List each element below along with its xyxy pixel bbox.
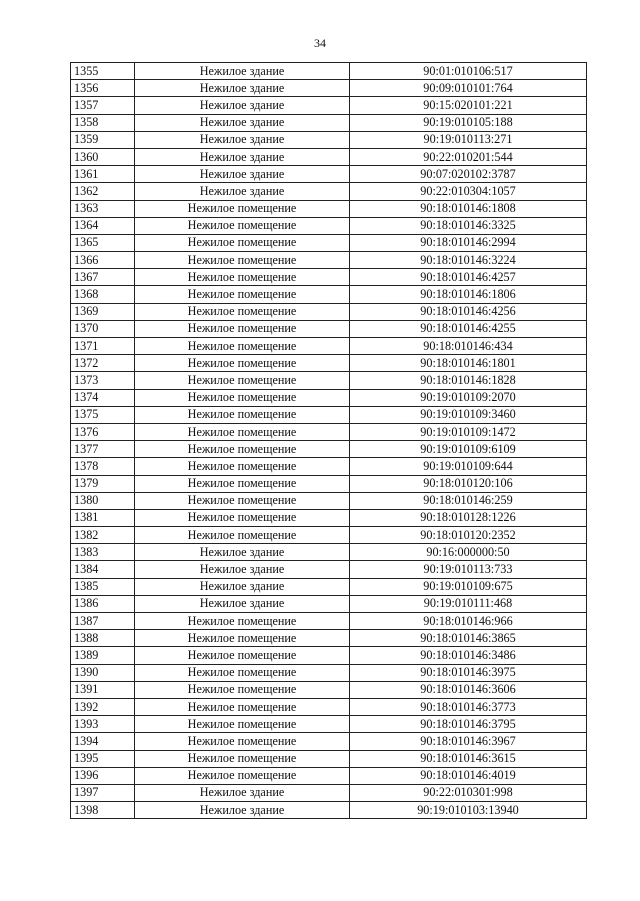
- table-row: [71, 389, 587, 406]
- row-number-cell: 1396: [71, 767, 135, 784]
- cadastral-number-cell: 90:18:010146:4019: [350, 767, 587, 784]
- table-row: [71, 166, 587, 183]
- row-number-cell: 1387: [71, 613, 135, 630]
- object-type-cell: Нежилое помещение: [135, 767, 350, 784]
- cadastral-number-cell: 90:18:010120:2352: [350, 527, 587, 544]
- row-number-cell: 1390: [71, 664, 135, 681]
- object-type-cell: Нежилое помещение: [135, 200, 350, 217]
- row-number-cell: 1373: [71, 372, 135, 389]
- row-number-cell: 1385: [71, 578, 135, 595]
- object-type-cell: Нежилое помещение: [135, 320, 350, 337]
- table-row: [71, 252, 587, 269]
- cadastral-number-cell: 90:18:010146:3975: [350, 664, 587, 681]
- row-number-cell: 1356: [71, 80, 135, 97]
- object-type-cell: Нежилое здание: [135, 80, 350, 97]
- cadastral-number-cell: 90:18:010146:434: [350, 338, 587, 355]
- table-row: [71, 80, 587, 97]
- object-type-cell: Нежилое здание: [135, 183, 350, 200]
- cadastral-number-cell: 90:16:000000:50: [350, 544, 587, 561]
- table-row: [71, 406, 587, 423]
- table-row: [71, 423, 587, 440]
- row-number-cell: 1398: [71, 802, 135, 819]
- cadastral-number-cell: 90:19:010109:3460: [350, 406, 587, 423]
- row-number-cell: 1380: [71, 492, 135, 509]
- cadastral-number-cell: 90:18:010128:1226: [350, 509, 587, 526]
- table-row: [71, 664, 587, 681]
- cadastral-number-cell: 90:18:010146:3615: [350, 750, 587, 767]
- table-row: [71, 372, 587, 389]
- object-type-cell: Нежилое помещение: [135, 492, 350, 509]
- row-number-cell: 1397: [71, 784, 135, 801]
- table-row: [71, 97, 587, 114]
- row-number-cell: 1370: [71, 320, 135, 337]
- table-row: [71, 269, 587, 286]
- object-type-cell: Нежилое помещение: [135, 355, 350, 372]
- cadastral-number-cell: 90:09:010101:764: [350, 80, 587, 97]
- cadastral-number-cell: 90:18:010146:2994: [350, 234, 587, 251]
- cadastral-number-cell: 90:18:010146:3967: [350, 733, 587, 750]
- object-type-cell: Нежилое здание: [135, 166, 350, 183]
- table-row: [71, 320, 587, 337]
- object-type-cell: Нежилое помещение: [135, 269, 350, 286]
- table-row: [71, 234, 587, 251]
- row-number-cell: 1381: [71, 509, 135, 526]
- object-type-cell: Нежилое здание: [135, 148, 350, 165]
- object-type-cell: Нежилое помещение: [135, 338, 350, 355]
- table-row: [71, 561, 587, 578]
- row-number-cell: 1372: [71, 355, 135, 372]
- object-type-cell: Нежилое здание: [135, 131, 350, 148]
- cadastral-number-cell: 90:19:010109:1472: [350, 423, 587, 440]
- object-type-cell: Нежилое помещение: [135, 303, 350, 320]
- row-number-cell: 1365: [71, 234, 135, 251]
- table-row: [71, 441, 587, 458]
- cadastral-number-cell: 90:18:010146:1828: [350, 372, 587, 389]
- object-type-cell: Нежилое помещение: [135, 234, 350, 251]
- cadastral-number-cell: 90:19:010111:468: [350, 595, 587, 612]
- table-row: [71, 114, 587, 131]
- cadastral-number-cell: 90:18:010146:4256: [350, 303, 587, 320]
- object-type-cell: Нежилое помещение: [135, 372, 350, 389]
- row-number-cell: 1376: [71, 423, 135, 440]
- cadastral-number-cell: 90:18:010146:3606: [350, 681, 587, 698]
- cadastral-number-cell: 90:19:010109:644: [350, 458, 587, 475]
- row-number-cell: 1359: [71, 131, 135, 148]
- table-row: [71, 802, 587, 819]
- object-type-cell: Нежилое помещение: [135, 527, 350, 544]
- object-type-cell: Нежилое помещение: [135, 630, 350, 647]
- cadastral-number-cell: 90:18:010120:106: [350, 475, 587, 492]
- table-row: [71, 750, 587, 767]
- object-type-cell: Нежилое здание: [135, 784, 350, 801]
- row-number-cell: 1383: [71, 544, 135, 561]
- cadastral-number-cell: 90:07:020102:3787: [350, 166, 587, 183]
- table-row: [71, 492, 587, 509]
- cadastral-number-cell: 90:19:010103:13940: [350, 802, 587, 819]
- row-number-cell: 1394: [71, 733, 135, 750]
- object-type-cell: Нежилое помещение: [135, 664, 350, 681]
- object-type-cell: Нежилое помещение: [135, 716, 350, 733]
- cadastral-number-cell: 90:19:010105:188: [350, 114, 587, 131]
- table-row: [71, 784, 587, 801]
- cadastral-number-cell: 90:18:010146:3795: [350, 716, 587, 733]
- row-number-cell: 1367: [71, 269, 135, 286]
- row-number-cell: 1392: [71, 698, 135, 715]
- object-type-cell: Нежилое помещение: [135, 681, 350, 698]
- row-number-cell: 1391: [71, 681, 135, 698]
- cadastral-number-cell: 90:18:010146:3224: [350, 252, 587, 269]
- table-row: [71, 630, 587, 647]
- row-number-cell: 1386: [71, 595, 135, 612]
- cadastral-number-cell: 90:18:010146:3486: [350, 647, 587, 664]
- cadastral-number-cell: 90:18:010146:1808: [350, 200, 587, 217]
- row-number-cell: 1382: [71, 527, 135, 544]
- row-number-cell: 1360: [71, 148, 135, 165]
- object-type-cell: Нежилое помещение: [135, 286, 350, 303]
- cadastral-number-cell: 90:22:010301:998: [350, 784, 587, 801]
- row-number-cell: 1357: [71, 97, 135, 114]
- row-number-cell: 1389: [71, 647, 135, 664]
- object-type-cell: Нежилое здание: [135, 114, 350, 131]
- table-row: [71, 613, 587, 630]
- cadastral-number-cell: 90:18:010146:4257: [350, 269, 587, 286]
- table-row: [71, 286, 587, 303]
- table-row: [71, 355, 587, 372]
- object-type-cell: Нежилое помещение: [135, 441, 350, 458]
- property-registry-table: [70, 62, 587, 819]
- table-row: [71, 647, 587, 664]
- cadastral-number-cell: 90:22:010201:544: [350, 148, 587, 165]
- object-type-cell: Нежилое помещение: [135, 217, 350, 234]
- cadastral-number-cell: 90:18:010146:1806: [350, 286, 587, 303]
- cadastral-number-cell: 90:19:010109:675: [350, 578, 587, 595]
- object-type-cell: Нежилое помещение: [135, 252, 350, 269]
- table-row: [71, 458, 587, 475]
- row-number-cell: 1368: [71, 286, 135, 303]
- row-number-cell: 1355: [71, 63, 135, 80]
- object-type-cell: Нежилое здание: [135, 595, 350, 612]
- row-number-cell: 1378: [71, 458, 135, 475]
- table-row: [71, 578, 587, 595]
- object-type-cell: Нежилое здание: [135, 97, 350, 114]
- object-type-cell: Нежилое помещение: [135, 733, 350, 750]
- table-row: [71, 475, 587, 492]
- object-type-cell: Нежилое помещение: [135, 475, 350, 492]
- row-number-cell: 1361: [71, 166, 135, 183]
- table-row: [71, 217, 587, 234]
- cadastral-number-cell: 90:18:010146:966: [350, 613, 587, 630]
- cadastral-number-cell: 90:18:010146:3865: [350, 630, 587, 647]
- table-row: [71, 733, 587, 750]
- table-row: [71, 303, 587, 320]
- cadastral-number-cell: 90:19:010113:733: [350, 561, 587, 578]
- table-row: [71, 509, 587, 526]
- row-number-cell: 1358: [71, 114, 135, 131]
- cadastral-number-cell: 90:19:010109:2070: [350, 389, 587, 406]
- row-number-cell: 1371: [71, 338, 135, 355]
- cadastral-number-cell: 90:18:010146:3325: [350, 217, 587, 234]
- object-type-cell: Нежилое здание: [135, 63, 350, 80]
- row-number-cell: 1395: [71, 750, 135, 767]
- table-row: [71, 767, 587, 784]
- object-type-cell: Нежилое помещение: [135, 647, 350, 664]
- row-number-cell: 1363: [71, 200, 135, 217]
- table-row: [71, 681, 587, 698]
- cadastral-number-cell: 90:19:010109:6109: [350, 441, 587, 458]
- object-type-cell: Нежилое здание: [135, 802, 350, 819]
- table-row: [71, 200, 587, 217]
- table-row: [71, 131, 587, 148]
- cadastral-number-cell: 90:15:020101:221: [350, 97, 587, 114]
- registry-table-body: [71, 63, 587, 819]
- object-type-cell: Нежилое помещение: [135, 698, 350, 715]
- cadastral-number-cell: 90:22:010304:1057: [350, 183, 587, 200]
- cadastral-number-cell: 90:19:010113:271: [350, 131, 587, 148]
- cadastral-number-cell: 90:01:010106:517: [350, 63, 587, 80]
- object-type-cell: Нежилое здание: [135, 561, 350, 578]
- table-row: [71, 544, 587, 561]
- page-number: 34: [314, 36, 326, 50]
- cadastral-number-cell: 90:18:010146:4255: [350, 320, 587, 337]
- table-row: [71, 63, 587, 80]
- row-number-cell: 1375: [71, 406, 135, 423]
- row-number-cell: 1384: [71, 561, 135, 578]
- row-number-cell: 1379: [71, 475, 135, 492]
- object-type-cell: Нежилое здание: [135, 544, 350, 561]
- row-number-cell: 1362: [71, 183, 135, 200]
- table-row: [71, 183, 587, 200]
- object-type-cell: Нежилое помещение: [135, 458, 350, 475]
- object-type-cell: Нежилое помещение: [135, 750, 350, 767]
- object-type-cell: Нежилое помещение: [135, 509, 350, 526]
- row-number-cell: 1388: [71, 630, 135, 647]
- table-row: [71, 338, 587, 355]
- row-number-cell: 1377: [71, 441, 135, 458]
- cadastral-number-cell: 90:18:010146:1801: [350, 355, 587, 372]
- row-number-cell: 1364: [71, 217, 135, 234]
- cadastral-number-cell: 90:18:010146:259: [350, 492, 587, 509]
- row-number-cell: 1369: [71, 303, 135, 320]
- object-type-cell: Нежилое помещение: [135, 389, 350, 406]
- object-type-cell: Нежилое помещение: [135, 406, 350, 423]
- table-row: [71, 698, 587, 715]
- table-row: [71, 527, 587, 544]
- table-row: [71, 716, 587, 733]
- cadastral-number-cell: 90:18:010146:3773: [350, 698, 587, 715]
- object-type-cell: Нежилое здание: [135, 578, 350, 595]
- object-type-cell: Нежилое помещение: [135, 613, 350, 630]
- object-type-cell: Нежилое помещение: [135, 423, 350, 440]
- table-row: [71, 595, 587, 612]
- table-row: [71, 148, 587, 165]
- row-number-cell: 1366: [71, 252, 135, 269]
- row-number-cell: 1393: [71, 716, 135, 733]
- row-number-cell: 1374: [71, 389, 135, 406]
